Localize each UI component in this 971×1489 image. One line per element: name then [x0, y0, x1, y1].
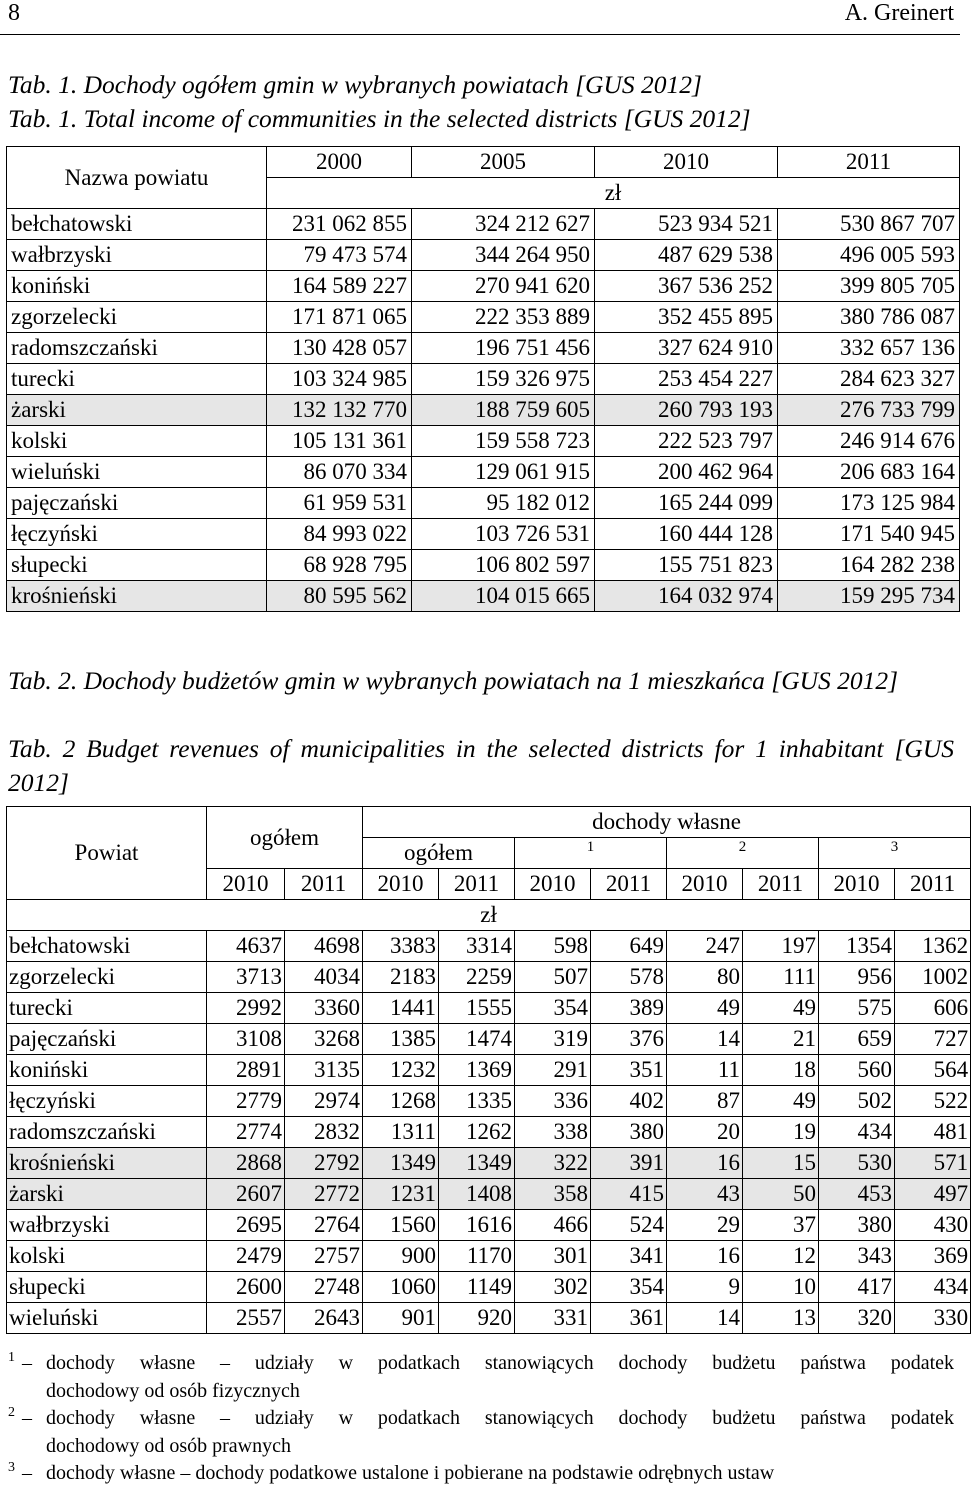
value-cell: 11 [667, 1055, 743, 1086]
value-cell: 322 [515, 1148, 591, 1179]
value-cell: 415 [591, 1179, 667, 1210]
value-cell: 106 802 597 [412, 550, 595, 581]
footnote-dash: – [22, 1352, 32, 1374]
table-row [7, 457, 960, 488]
value-cell: 49 [743, 1086, 819, 1117]
table-row [7, 1303, 971, 1334]
table1-year-header: 2005 [412, 147, 595, 178]
value-cell: 188 759 605 [412, 395, 595, 426]
value-cell: 1335 [439, 1086, 515, 1117]
value-cell: 260 793 193 [595, 395, 778, 426]
value-cell: 352 455 895 [595, 302, 778, 333]
district-name-cell: turecki [7, 993, 207, 1024]
table2-caption-pl: Tab. 2. Dochody budżetów gmin w wybranych powiatach na 1 mieszkańca [GUS 2012] [8, 666, 899, 695]
value-cell: 523 934 521 [595, 209, 778, 240]
value-cell: 111 [743, 962, 819, 993]
district-name-cell: kolski [7, 426, 267, 457]
value-cell: 338 [515, 1117, 591, 1148]
value-cell: 37 [743, 1210, 819, 1241]
value-cell: 522 [895, 1086, 971, 1117]
value-cell: 351 [591, 1055, 667, 1086]
value-cell: 2757 [285, 1241, 363, 1272]
value-cell: 336 [515, 1086, 591, 1117]
value-cell: 530 [819, 1148, 895, 1179]
value-cell: 417 [819, 1272, 895, 1303]
value-cell: 2259 [439, 962, 515, 993]
value-cell: 50 [743, 1179, 819, 1210]
value-cell: 354 [591, 1272, 667, 1303]
district-name-cell: krośnieński [7, 581, 267, 612]
value-cell: 18 [743, 1055, 819, 1086]
footnotes [8, 1350, 954, 1488]
value-cell: 434 [895, 1272, 971, 1303]
value-cell: 900 [363, 1241, 439, 1272]
value-cell: 246 914 676 [778, 426, 960, 457]
value-cell: 160 444 128 [595, 519, 778, 550]
value-cell: 487 629 538 [595, 240, 778, 271]
value-cell: 21 [743, 1024, 819, 1055]
value-cell: 95 182 012 [412, 488, 595, 519]
value-cell: 1385 [363, 1024, 439, 1055]
footnote-text-cont: dochodowy od osób prawnych [46, 1434, 291, 1457]
district-name-cell: wieluński [7, 457, 267, 488]
table2-year-header: 2011 [743, 869, 819, 900]
value-cell: 1002 [895, 962, 971, 993]
table-row [7, 426, 960, 457]
value-cell: 1474 [439, 1024, 515, 1055]
value-cell: 2600 [207, 1272, 285, 1303]
value-cell: 343 [819, 1241, 895, 1272]
table-row [7, 931, 971, 962]
table2-year-header: 2011 [895, 869, 971, 900]
value-cell: 2695 [207, 1210, 285, 1241]
value-cell: 155 751 823 [595, 550, 778, 581]
table-row [7, 1272, 971, 1303]
value-cell: 16 [667, 1241, 743, 1272]
district-name-cell: pajęczański [7, 488, 267, 519]
value-cell: 497 [895, 1179, 971, 1210]
footnote [8, 1405, 954, 1460]
value-cell: 20 [667, 1117, 743, 1148]
value-cell: 434 [819, 1117, 895, 1148]
table2-powiat-header: Powiat [7, 807, 207, 900]
value-cell: 2183 [363, 962, 439, 993]
value-cell: 530 867 707 [778, 209, 960, 240]
table2-caption-en: Tab. 2 Budget revenues of municipalities in the selected districts for 1 inhabitant [GUS 2012] [8, 734, 954, 797]
value-cell: 466 [515, 1210, 591, 1241]
district-name-cell: koniński [7, 271, 267, 302]
value-cell: 3135 [285, 1055, 363, 1086]
table1-unit: zł [267, 178, 960, 209]
value-cell: 222 523 797 [595, 426, 778, 457]
value-cell: 2607 [207, 1179, 285, 1210]
value-cell: 430 [895, 1210, 971, 1241]
value-cell: 164 589 227 [267, 271, 412, 302]
table-row [7, 1117, 971, 1148]
table1-caption-en: Tab. 1. Total income of communities in the selected districts [GUS 2012] [8, 104, 751, 133]
value-cell: 49 [667, 993, 743, 1024]
district-name-cell: turecki [7, 364, 267, 395]
value-cell: 1408 [439, 1179, 515, 1210]
value-cell: 104 015 665 [412, 581, 595, 612]
value-cell: 173 125 984 [778, 488, 960, 519]
value-cell: 571 [895, 1148, 971, 1179]
table-row [7, 581, 960, 612]
table1-year-header: 2010 [595, 147, 778, 178]
value-cell: 2557 [207, 1303, 285, 1334]
table-row [7, 271, 960, 302]
value-cell: 13 [743, 1303, 819, 1334]
value-cell: 103 726 531 [412, 519, 595, 550]
value-cell: 330 [895, 1303, 971, 1334]
table-row [7, 962, 971, 993]
table2-year-header: 2011 [591, 869, 667, 900]
value-cell: 380 [819, 1210, 895, 1241]
value-cell: 1262 [439, 1117, 515, 1148]
value-cell: 727 [895, 1024, 971, 1055]
table2-own-total-header: ogółem [363, 838, 515, 869]
value-cell: 367 536 252 [595, 271, 778, 302]
value-cell: 1362 [895, 931, 971, 962]
value-cell: 332 657 136 [778, 333, 960, 364]
value-cell: 1231 [363, 1179, 439, 1210]
value-cell: 344 264 950 [412, 240, 595, 271]
value-cell: 2748 [285, 1272, 363, 1303]
value-cell: 3268 [285, 1024, 363, 1055]
value-cell: 43 [667, 1179, 743, 1210]
value-cell: 284 623 327 [778, 364, 960, 395]
running-author: A. Greinert [844, 0, 954, 26]
table1-year-header: 2011 [778, 147, 960, 178]
district-name-cell: radomszczański [7, 333, 267, 364]
district-name-cell: żarski [7, 1179, 207, 1210]
value-cell: 358 [515, 1179, 591, 1210]
table1-year-header: 2000 [267, 147, 412, 178]
value-cell: 399 805 705 [778, 271, 960, 302]
value-cell: 1311 [363, 1117, 439, 1148]
value-cell: 68 928 795 [267, 550, 412, 581]
value-cell: 380 786 087 [778, 302, 960, 333]
value-cell: 2792 [285, 1148, 363, 1179]
table1-name-header: Nazwa powiatu [7, 147, 267, 209]
value-cell: 391 [591, 1148, 667, 1179]
value-cell: 165 244 099 [595, 488, 778, 519]
value-cell: 2891 [207, 1055, 285, 1086]
value-cell: 164 282 238 [778, 550, 960, 581]
value-cell: 12 [743, 1241, 819, 1272]
value-cell: 354 [515, 993, 591, 1024]
table2-body [7, 931, 971, 1334]
value-cell: 920 [439, 1303, 515, 1334]
footnote-text: dochody własne – udziały w podatkach stanowiących dochody budżetu państwa podatek [46, 1352, 954, 1374]
value-cell: 502 [819, 1086, 895, 1117]
value-cell: 301 [515, 1241, 591, 1272]
value-cell: 361 [591, 1303, 667, 1334]
value-cell: 496 005 593 [778, 240, 960, 271]
value-cell: 159 326 975 [412, 364, 595, 395]
district-name-cell: słupecki [7, 1272, 207, 1303]
district-name-cell: wałbrzyski [7, 1210, 207, 1241]
value-cell: 956 [819, 962, 895, 993]
district-name-cell: radomszczański [7, 1117, 207, 1148]
value-cell: 659 [819, 1024, 895, 1055]
table-row [7, 1024, 971, 1055]
footnote [8, 1460, 954, 1488]
table2-year-header: 2011 [285, 869, 363, 900]
table-row [7, 1241, 971, 1272]
district-name-cell: zgorzelecki [7, 962, 207, 993]
value-cell: 369 [895, 1241, 971, 1272]
value-cell: 380 [591, 1117, 667, 1148]
value-cell: 84 993 022 [267, 519, 412, 550]
table2-year-header: 2011 [439, 869, 515, 900]
table2-year-header: 2010 [363, 869, 439, 900]
value-cell: 606 [895, 993, 971, 1024]
value-cell: 1268 [363, 1086, 439, 1117]
value-cell: 16 [667, 1148, 743, 1179]
value-cell: 29 [667, 1210, 743, 1241]
value-cell: 2772 [285, 1179, 363, 1210]
district-name-cell: pajęczański [7, 1024, 207, 1055]
value-cell: 2779 [207, 1086, 285, 1117]
district-name-cell: słupecki [7, 550, 267, 581]
table2-unit: zł [7, 900, 971, 931]
value-cell: 3314 [439, 931, 515, 962]
value-cell: 1170 [439, 1241, 515, 1272]
page-header [0, 0, 960, 35]
table-row [7, 333, 960, 364]
value-cell: 2764 [285, 1210, 363, 1241]
value-cell: 197 [743, 931, 819, 962]
value-cell: 376 [591, 1024, 667, 1055]
value-cell: 560 [819, 1055, 895, 1086]
table2-year-header: 2010 [207, 869, 285, 900]
table1-caption-pl: Tab. 1. Dochody ogółem gmin w wybranych powiatach [GUS 2012] [8, 70, 702, 99]
value-cell: 196 751 456 [412, 333, 595, 364]
table2-footnote-ref-2: 2 [667, 838, 819, 869]
footnote-number: 1 [8, 1350, 15, 1365]
value-cell: 507 [515, 962, 591, 993]
footnote [8, 1350, 954, 1405]
district-name-cell: wieluński [7, 1303, 207, 1334]
table2-year-header: 2010 [515, 869, 591, 900]
table1-body [7, 209, 960, 612]
district-name-cell: koniński [7, 1055, 207, 1086]
value-cell: 276 733 799 [778, 395, 960, 426]
table-row [7, 1086, 971, 1117]
value-cell: 4698 [285, 931, 363, 962]
value-cell: 200 462 964 [595, 457, 778, 488]
table-row [7, 395, 960, 426]
value-cell: 2992 [207, 993, 285, 1024]
value-cell: 3108 [207, 1024, 285, 1055]
value-cell: 331 [515, 1303, 591, 1334]
table-row [7, 1179, 971, 1210]
district-name-cell: bełchatowski [7, 209, 267, 240]
value-cell: 2643 [285, 1303, 363, 1334]
value-cell: 901 [363, 1303, 439, 1334]
table-row [7, 302, 960, 333]
value-cell: 105 131 361 [267, 426, 412, 457]
value-cell: 1560 [363, 1210, 439, 1241]
footnote-dash: – [22, 1462, 32, 1484]
value-cell: 598 [515, 931, 591, 962]
value-cell: 171 540 945 [778, 519, 960, 550]
district-name-cell: zgorzelecki [7, 302, 267, 333]
value-cell: 49 [743, 993, 819, 1024]
table2-footnote-ref-3: 3 [819, 838, 971, 869]
value-cell: 1349 [439, 1148, 515, 1179]
value-cell: 3713 [207, 962, 285, 993]
value-cell: 14 [667, 1303, 743, 1334]
value-cell: 103 324 985 [267, 364, 412, 395]
value-cell: 302 [515, 1272, 591, 1303]
value-cell: 132 132 770 [267, 395, 412, 426]
value-cell: 1616 [439, 1210, 515, 1241]
table2-year-header: 2010 [667, 869, 743, 900]
value-cell: 1354 [819, 931, 895, 962]
table-row [7, 1055, 971, 1086]
value-cell: 10 [743, 1272, 819, 1303]
value-cell: 389 [591, 993, 667, 1024]
value-cell: 3360 [285, 993, 363, 1024]
value-cell: 4637 [207, 931, 285, 962]
value-cell: 2479 [207, 1241, 285, 1272]
value-cell: 564 [895, 1055, 971, 1086]
value-cell: 79 473 574 [267, 240, 412, 271]
value-cell: 206 683 164 [778, 457, 960, 488]
value-cell: 159 558 723 [412, 426, 595, 457]
table-row [7, 1148, 971, 1179]
value-cell: 453 [819, 1179, 895, 1210]
value-cell: 247 [667, 931, 743, 962]
table2-own-header: dochody własne [363, 807, 971, 838]
table-row [7, 364, 960, 395]
value-cell: 19 [743, 1117, 819, 1148]
value-cell: 164 032 974 [595, 581, 778, 612]
footnote-number: 2 [8, 1405, 15, 1420]
value-cell: 253 454 227 [595, 364, 778, 395]
value-cell: 1060 [363, 1272, 439, 1303]
value-cell: 1555 [439, 993, 515, 1024]
value-cell: 2868 [207, 1148, 285, 1179]
value-cell: 129 061 915 [412, 457, 595, 488]
value-cell: 1232 [363, 1055, 439, 1086]
value-cell: 61 959 531 [267, 488, 412, 519]
footnote-text: dochody własne – dochody podatkowe ustalone i pobierane na podstawie odrębnych ustaw [46, 1462, 775, 1484]
footnote-dash: – [22, 1407, 32, 1429]
value-cell: 1441 [363, 993, 439, 1024]
footnote-text-cont: dochodowy od osób fizycznych [46, 1379, 300, 1402]
footnote-number: 3 [8, 1460, 15, 1475]
footnote-text: dochody własne – udziały w podatkach stanowiących dochody budżetu państwa podatek [46, 1407, 954, 1429]
district-name-cell: wałbrzyski [7, 240, 267, 271]
value-cell: 171 871 065 [267, 302, 412, 333]
district-name-cell: bełchatowski [7, 931, 207, 962]
value-cell: 270 941 620 [412, 271, 595, 302]
value-cell: 575 [819, 993, 895, 1024]
value-cell: 649 [591, 931, 667, 962]
value-cell: 324 212 627 [412, 209, 595, 240]
value-cell: 3383 [363, 931, 439, 962]
value-cell: 481 [895, 1117, 971, 1148]
value-cell: 1149 [439, 1272, 515, 1303]
district-name-cell: krośnieński [7, 1148, 207, 1179]
value-cell: 2832 [285, 1117, 363, 1148]
value-cell: 402 [591, 1086, 667, 1117]
table2-year-header: 2010 [819, 869, 895, 900]
value-cell: 578 [591, 962, 667, 993]
table-row [7, 209, 960, 240]
district-name-cell: łęczyński [7, 1086, 207, 1117]
value-cell: 80 [667, 962, 743, 993]
value-cell: 341 [591, 1241, 667, 1272]
value-cell: 2974 [285, 1086, 363, 1117]
value-cell: 291 [515, 1055, 591, 1086]
value-cell: 80 595 562 [267, 581, 412, 612]
table-row [7, 488, 960, 519]
value-cell: 14 [667, 1024, 743, 1055]
table2-footnote-ref-1: 1 [515, 838, 667, 869]
table-row [7, 993, 971, 1024]
value-cell: 159 295 734 [778, 581, 960, 612]
value-cell: 87 [667, 1086, 743, 1117]
table-row [7, 1210, 971, 1241]
value-cell: 319 [515, 1024, 591, 1055]
table-row [7, 550, 960, 581]
value-cell: 4034 [285, 962, 363, 993]
table-row [7, 240, 960, 271]
table1 [6, 146, 960, 612]
value-cell: 1349 [363, 1148, 439, 1179]
value-cell: 524 [591, 1210, 667, 1241]
page-number: 8 [8, 0, 20, 26]
table2-total-header: ogółem [207, 807, 363, 869]
value-cell: 1369 [439, 1055, 515, 1086]
district-name-cell: kolski [7, 1241, 207, 1272]
table2 [6, 806, 971, 1334]
district-name-cell: żarski [7, 395, 267, 426]
district-name-cell: łęczyński [7, 519, 267, 550]
value-cell: 222 353 889 [412, 302, 595, 333]
value-cell: 2774 [207, 1117, 285, 1148]
value-cell: 327 624 910 [595, 333, 778, 364]
value-cell: 231 062 855 [267, 209, 412, 240]
value-cell: 130 428 057 [267, 333, 412, 364]
value-cell: 320 [819, 1303, 895, 1334]
table-row [7, 519, 960, 550]
value-cell: 86 070 334 [267, 457, 412, 488]
value-cell: 9 [667, 1272, 743, 1303]
value-cell: 15 [743, 1148, 819, 1179]
